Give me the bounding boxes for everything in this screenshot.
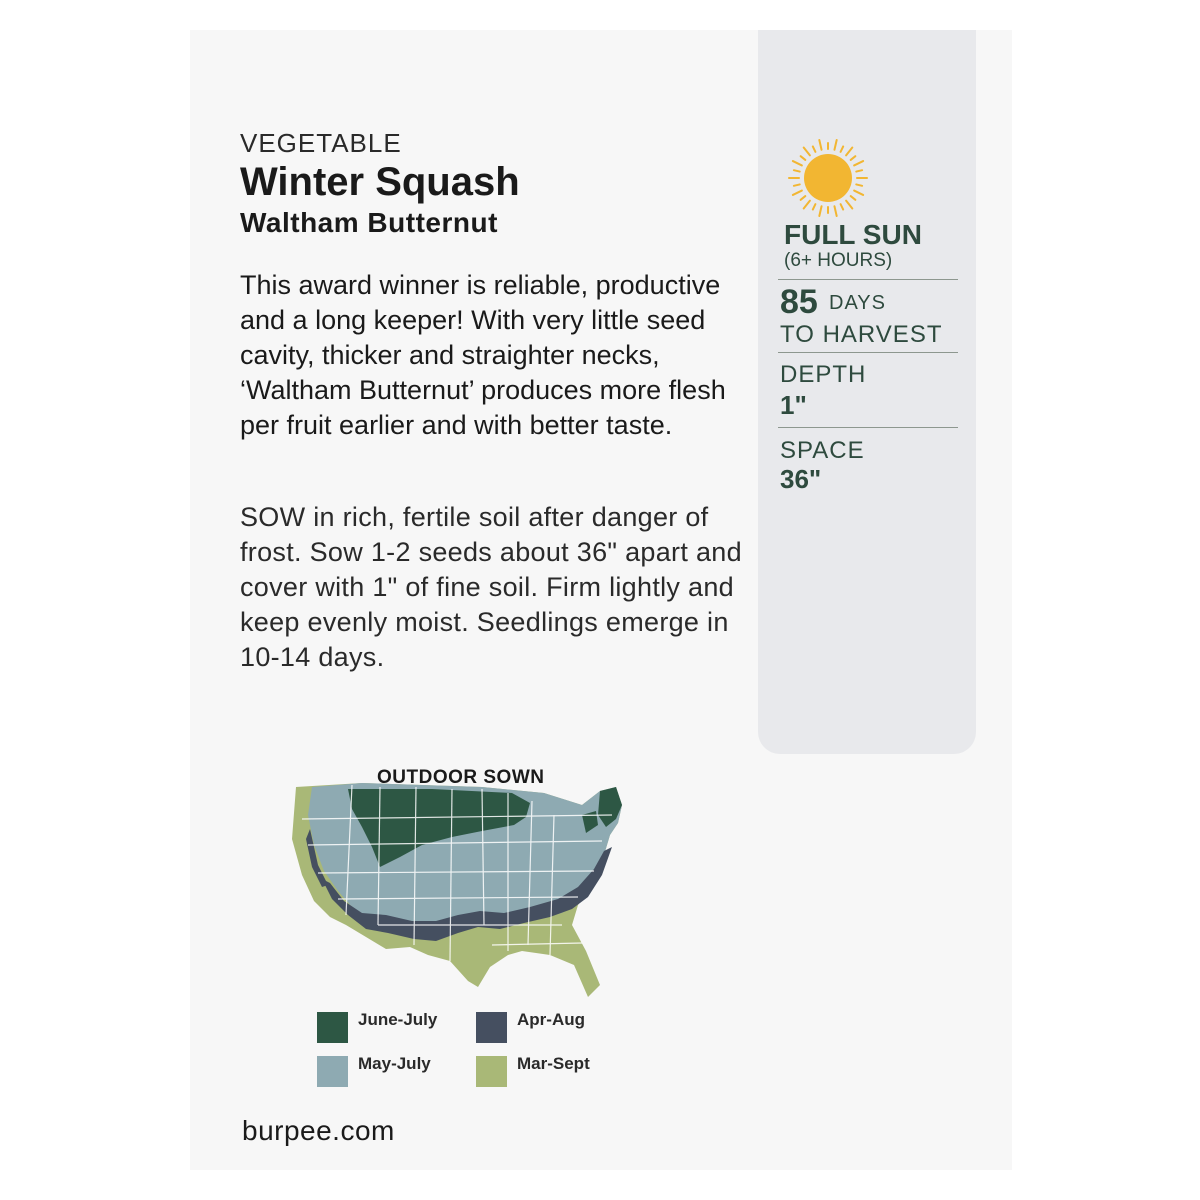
- sun-ray: [794, 184, 800, 185]
- sun-ray: [793, 191, 802, 195]
- sun-ray: [841, 146, 844, 151]
- space-label: SPACE: [780, 437, 865, 464]
- sun-ray: [804, 201, 810, 209]
- sun-ray: [794, 170, 800, 171]
- variety-name: Waltham Butternut: [240, 207, 498, 238]
- website-link[interactable]: burpee.com: [242, 1115, 395, 1146]
- space-value: 36": [780, 464, 822, 494]
- sun-ray: [804, 148, 810, 156]
- description-text: This award winner is reliable, productive and a long keeper! With very little seed cavity, thicker and straighter necks, ‘Waltham Butternut’ produces more flesh per fruit earlier and with better taste.: [240, 270, 726, 440]
- sun-ray: [834, 140, 836, 150]
- plant-title: Winter Squash: [240, 160, 520, 204]
- sun-ray: [854, 161, 863, 165]
- depth-value: 1": [780, 390, 807, 420]
- sun-ray: [819, 206, 821, 216]
- sun-ray: [841, 204, 844, 209]
- legend-label-may-july: May-July: [358, 1054, 431, 1073]
- sun-ray: [846, 148, 852, 156]
- divider: [778, 427, 958, 428]
- sun-ray: [851, 196, 856, 200]
- divider: [778, 279, 958, 280]
- legend-label-mar-sept: Mar-Sept: [517, 1054, 590, 1073]
- sun-ray: [851, 156, 856, 160]
- days-unit: DAYS: [829, 292, 886, 314]
- legend-swatch-june-july: [317, 1012, 348, 1043]
- depth-label: DEPTH: [780, 361, 867, 388]
- sun-ray: [819, 140, 821, 150]
- sun-ray: [846, 201, 852, 209]
- us-sowing-map: [282, 775, 657, 1005]
- legend-swatch-apr-aug: [476, 1012, 507, 1043]
- sun-icon: [787, 137, 869, 219]
- divider: [778, 352, 958, 353]
- legend-label-apr-aug: Apr-Aug: [517, 1010, 585, 1029]
- map-title: OUTDOOR SOWN: [377, 767, 545, 788]
- sun-ray: [856, 184, 862, 185]
- sowing-instructions: SOW in rich, fertile soil after danger of frost. Sow 1-2 seeds about 36" apart and cover with 1" of fine soil. Firm lightly and keep evenly moist. Seedlings emerge in 10-14 days.: [240, 502, 742, 672]
- legend-swatch-mar-sept: [476, 1056, 507, 1087]
- sun-ray: [856, 170, 862, 171]
- sun-hours: (6+ HOURS): [784, 250, 893, 271]
- sun-requirement: FULL SUN: [784, 219, 922, 250]
- days-to-harvest-label: TO HARVEST: [780, 321, 943, 348]
- category-label: VEGETABLE: [240, 128, 402, 158]
- sun-ray: [834, 206, 836, 216]
- sun-ray: [793, 161, 802, 165]
- sun-ray: [801, 196, 806, 200]
- days-to-harvest-number: 85: [780, 283, 818, 321]
- sun-ray: [854, 191, 863, 195]
- sun-ray: [813, 146, 816, 151]
- legend-label-june-july: June-July: [358, 1010, 438, 1029]
- sun-ray: [801, 156, 806, 160]
- legend-swatch-may-july: [317, 1056, 348, 1087]
- sun-ray: [813, 204, 816, 209]
